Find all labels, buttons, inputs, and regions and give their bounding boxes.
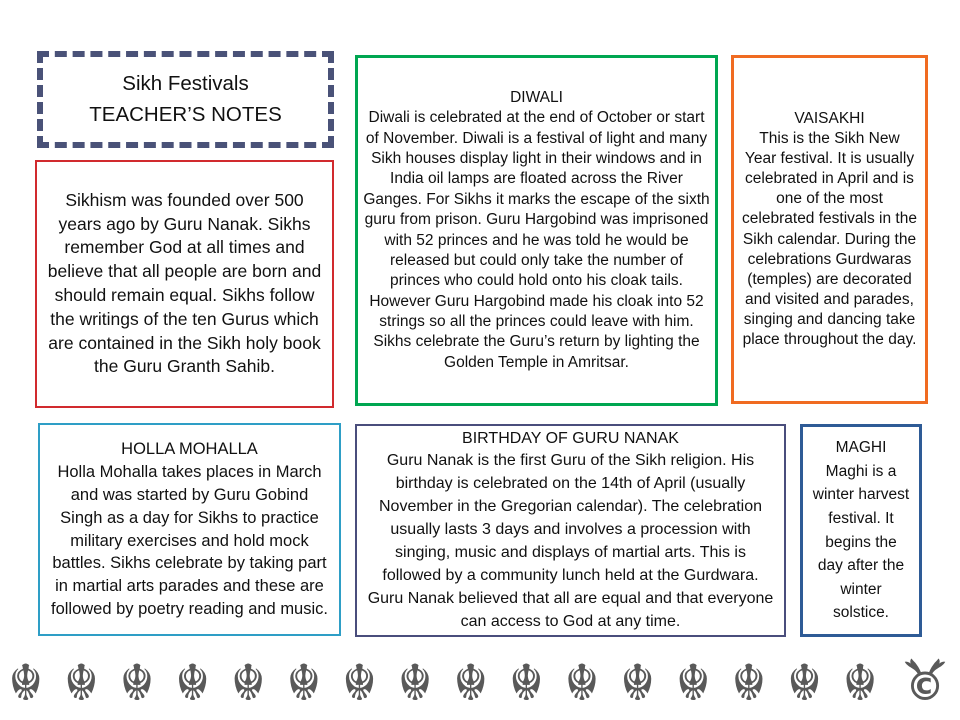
diwali-title: DIWALI [510,88,563,106]
vaisakhi-title: VAISAKHI [794,109,865,127]
festival-box-birthday-guru-nanak [355,424,786,637]
svg-text:©: © [905,664,945,710]
khanda-icon: ☬ [8,654,44,712]
maghi-text: Maghi is a winter harvest festival. It begins the day after the winter solstice. [812,462,910,622]
page-title-line2: TEACHER’S NOTES [89,102,282,126]
festival-box-holla-mohalla [38,423,341,636]
festival-box-maghi [800,424,922,637]
vaisakhi-text: This is the Sikh New Year festival. It is usually celebrated in April and is one of the most celebrated festivals in the Sikh calendar. During the celebrations Gurdwaras (temples) are decorated and visited and parades, singing and dancing take place throughout the day. [742,129,917,349]
khanda-icon: ☬ [230,654,267,712]
khanda-icon: ☬ [341,654,378,712]
birthday-guru-nanak-text: Guru Nanak is the first Guru of the Sikh religion. His birthday is celebrated on the 14th of April (usually November in the Gregorian calendar). The celebration usually lasts 3 days and involves a procession with singing, music and displays of martial arts. This is followed by a community lunch held at the Gurdwara. Guru Nanak believed that all are equal and that everyone can access to God at any time. [367,452,774,630]
copyright-moose-logo [898,655,952,711]
festival-box-vaisakhi [731,55,928,404]
page-title-line1: Sikh Festivals [122,71,249,95]
intro-box [35,160,334,408]
khanda-icon: ☬ [63,654,100,712]
khanda-icon: ☬ [842,654,878,712]
title-box [37,51,334,148]
khanda-icon: ☬ [397,654,433,712]
khanda-icon: ☬ [564,654,600,712]
khanda-icon: ☬ [675,654,712,712]
khanda-icon: ☬ [786,654,823,712]
khanda-icon: ☬ [119,654,155,712]
khanda-icon: ☬ [731,654,767,712]
holla-mohalla-text: Holla Mohalla takes places in March and was started by Guru Gobind Singh as a day for Sikhs to practice military exercises and hold mock battles. Sikhs celebrate by taking part in martial arts parades and these are followed by poetry reading and music. [51,463,328,618]
intro-text: Sikhism was founded over 500 years ago by Guru Nanak. Sikhs remember God at all times and believe that all people are born and should remain equal. Sikhs follow the writings of the ten Gurus which are contained in the Sikh holy book the Guru Granth Sahib. [47,189,322,377]
diwali-text: Diwali is celebrated at the end of October or start of November. Diwali is a festival of light and many Sikh houses display light in their windows and in India oil lamps are floated across the River Ganges. For Sikhs it marks the escape of the sixth guru from prison. Guru Hargobind was imprisoned with 52 princes and he was told he would be released but could only take the number of princes who could hold onto his cloak tails. However Guru Hargobind made his cloak into 52 strings so all the princes could leave with him. Sikhs celebrate the Guru’s return by lighting the Golden Temple in Amritsar. [363,109,710,371]
khanda-strip [0,650,960,716]
holla-mohalla-title: HOLLA MOHALLA [121,440,258,459]
khanda-icon: ☬ [174,654,211,712]
khanda-icon: ☬ [453,654,489,712]
khanda-icon: ☬ [508,654,545,712]
khanda-icon: ☬ [619,654,656,712]
maghi-title: MAGHI [835,439,887,457]
khanda-icon: ☬ [286,654,322,712]
festival-box-diwali [355,55,718,406]
birthday-guru-nanak-title: BIRTHDAY OF GURU NANAK [462,429,679,447]
